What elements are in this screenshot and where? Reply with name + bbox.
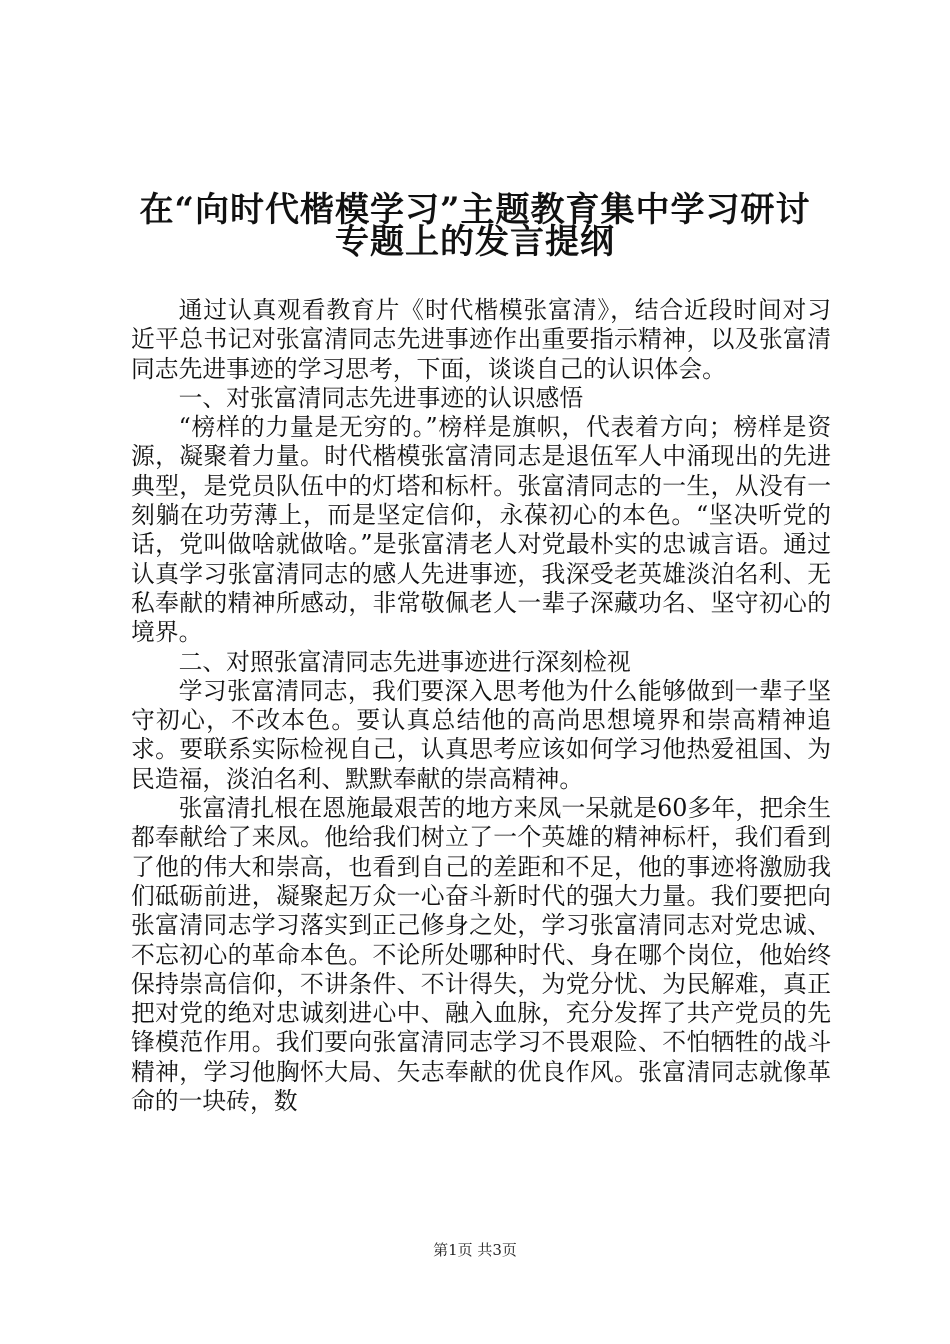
section-heading-1: 一、对张富清同志先进事迹的认识感悟: [178, 383, 584, 412]
paragraph: 张富清扎根在恩施最艰苦的地方来凤一呆就是60多年，把余生都奉献给了来凤。他给我们树立了一个英雄的精神标杆，我们看到了他的伟大和崇高，也看到自己的差距和不足，他的事迹将激励我们砥砺前进，凝聚起万众一心奋斗新时代的强大力量。我们要把向张富清同志学习落实到正己修身之处，学习张富清同志对党忠诚、不忘初心的革命本色。不论所处哪种时代、身在哪个岗位，他始终保持崇高信仰，不讲条件、不计得失，为党分忧、为民解难，真正把对党的绝对忠诚刻进心中、融入血脉，充分发挥了共产党员的先锋模范作用。我们要向张富清同志学习不畏艰险、不怕牺牲的战斗精神，学习他胸怀大局、矢志奉献的优良作风。张富清同志就像革命的一块砖，数: [131, 794, 831, 1116]
paragraph: “榜样的力量是无穷的。”榜样是旗帜，代表着方向；榜样是资源，凝聚着力量。时代楷模张富清同志是退伍军人中涌现出的先进典型，是党员队伍中的灯塔和标杆。张富清同志的一生，从没有一刻躺在功劳薄上，而是坚定信仰，永葆初心的本色。“坚决听党的话，党叫做啥就做啥。”是张富清老人对党最朴实的忠诚言语。通过认真学习张富清同志的感人先进事迹，我深受老英雄淡泊名利、无私奉献的精神所感动，非常敬佩老人一辈子深藏功名、坚守初心的境界。: [131, 413, 831, 647]
document-title-line-1: 在“向时代楷模学习”主题教育集中学习研讨: [139, 190, 811, 230]
document-title-line-2: 专题上的发言提纲: [335, 222, 615, 262]
paragraph: 学习张富清同志，我们要深入思考他为什么能够做到一辈子坚守初心，不改本色。要认真总结他的高尚思想境界和崇高精神追求。要联系实际检视自己，认真思考应该如何学习他热爱祖国、为民造福，淡泊名利、默默奉献的崇高精神。: [131, 676, 831, 793]
section-heading-2: 二、对照张富清同志先进事迹进行深刻检视: [178, 647, 631, 676]
page-footer: 第1页 共3页: [433, 1241, 517, 1259]
paragraph-intro: 通过认真观看教育片《时代楷模张富清》，结合近段时间对习近平总书记对张富清同志先进事迹作出重要指示精神，以及张富清同志先进事迹的学习思考，下面，谈谈自己的认识体会。: [131, 296, 831, 383]
document-body: [131, 296, 831, 1116]
